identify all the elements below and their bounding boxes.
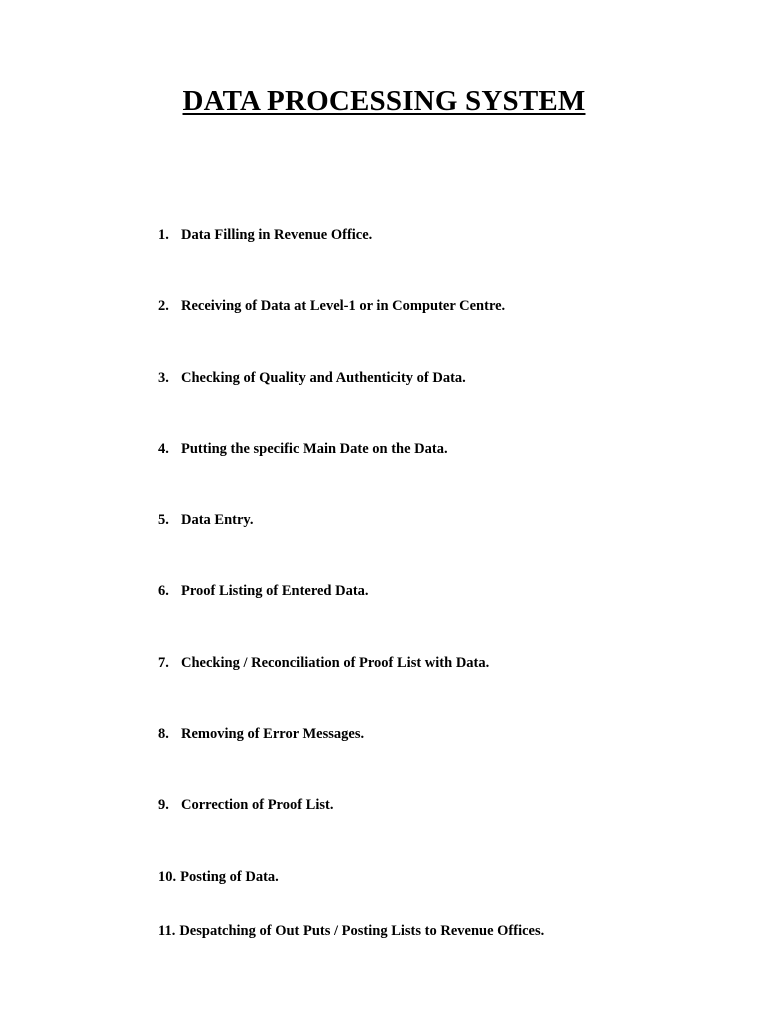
step-text: Posting of Data.	[180, 869, 279, 885]
step-number: 11.	[158, 923, 176, 939]
list-item	[158, 922, 544, 940]
list-item	[158, 654, 489, 672]
list-item	[158, 511, 254, 529]
list-item	[158, 725, 364, 743]
list-item	[158, 297, 505, 315]
list-item	[158, 440, 448, 458]
list-item	[158, 796, 333, 814]
step-text: Despatching of Out Puts / Posting Lists to Revenue Offices.	[179, 923, 545, 939]
step-number: 8.	[158, 726, 169, 742]
step-number: 3.	[158, 370, 169, 386]
step-number: 9.	[158, 797, 169, 813]
step-number: 7.	[158, 655, 169, 671]
step-number: 10.	[158, 869, 177, 885]
list-item	[158, 226, 372, 244]
step-text: Checking / Reconciliation of Proof List with Data.	[181, 655, 490, 671]
step-number: 2.	[158, 298, 169, 314]
step-number: 1.	[158, 227, 169, 243]
step-number: 4.	[158, 441, 169, 457]
list-item	[158, 369, 466, 387]
list-item	[158, 582, 369, 600]
step-text: Data Entry.	[181, 512, 254, 528]
step-text: Data Filling in Revenue Office.	[181, 227, 373, 243]
step-text: Checking of Quality and Authenticity of Data.	[181, 370, 466, 386]
step-text: Receiving of Data at Level-1 or in Computer Centre.	[181, 298, 506, 314]
step-number: 6.	[158, 583, 169, 599]
step-text: Correction of Proof List.	[181, 797, 334, 813]
step-text: Putting the specific Main Date on the Data.	[181, 441, 448, 457]
step-text: Proof Listing of Entered Data.	[181, 583, 369, 599]
step-text: Removing of Error Messages.	[181, 726, 365, 742]
step-number: 5.	[158, 512, 169, 528]
list-item	[158, 868, 279, 886]
page-title: DATA PROCESSING SYSTEM	[182, 85, 586, 117]
